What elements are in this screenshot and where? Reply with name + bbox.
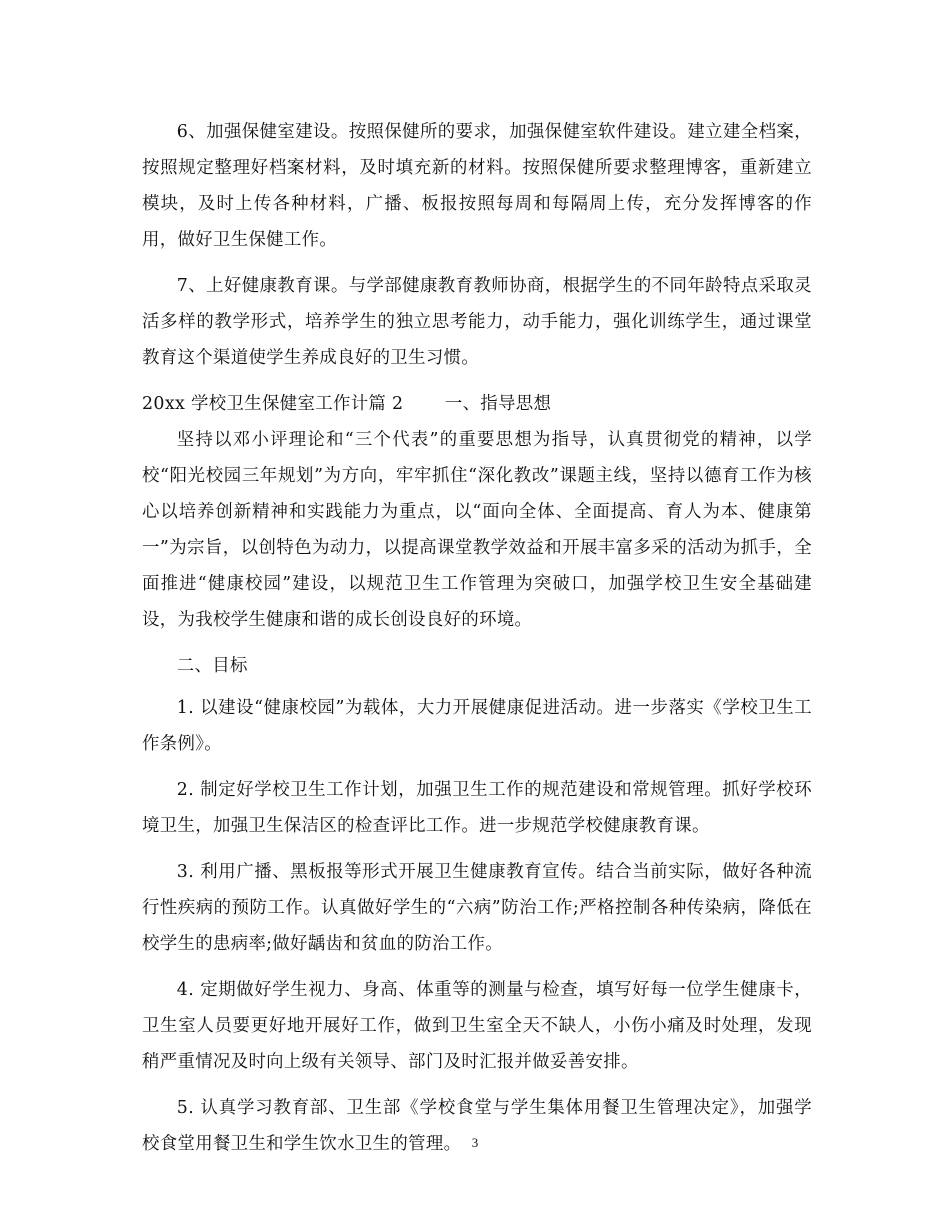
goal-item-3: 3. 利用广播、黑板报等形式开展卫生健康教育宣传。结合当前实际，做好各种流行性疾病的预防工作。认真做好学生的“六病”防治工作;严格控制各种传染病，降低在校学生的患病率;做好龋齿和贫血的防治工作。 (142, 862, 812, 954)
paragraph-item-7: 7、上好健康教育课。与学部健康教育教师协商，根据学生的不同年龄特点采取灵活多样的教学形式，培养学生的独立思考能力，动手能力，强化训练学生，通过课堂教育这个渠道使学生养成良好的卫生习惯。 (142, 276, 812, 368)
section-heading-goals: 二、目标 (176, 656, 248, 676)
paragraph-item-6: 6、加强保健室建设。按照保健所的要求，加强保健室软件建设。建立建全档案，按照规定整理好档案材料，及时填充新的材料。按照保健所要求整理博客，重新建立模块，及时上传各种材料，广播、板报按照每周和每隔周上传，充分发挥博客的作用，做好卫生保健工作。 (142, 122, 812, 250)
goal-item-4: 4. 定期做好学生视力、身高、体重等的测量与检查，填写好每一位学生健康卡，卫生室人员要更好地开展好工作，做到卫生室全天不缺人，小伤小痛及时处理，发现稍严重情况及时向上级有关领导、部门及时汇报并做妥善安排。 (142, 980, 812, 1072)
goal-item-2: 2. 制定好学校卫生工作计划，加强卫生工作的规范建设和常规管理。抓好学校环境卫生，加强卫生保洁区的检查评比工作。进一步规范学校健康教育课。 (142, 780, 812, 836)
goal-item-1: 1. 以建设“健康校园”为载体，大力开展健康促进活动。进一步落实《学校卫生工作条例》。 (142, 698, 812, 754)
document-body (142, 114, 812, 1172)
paragraph-guiding-thought: 坚持以邓小评理论和“三个代表”的重要思想为指导，认真贯彻党的精神，以学校“阳光校园三年规划”为方向，牢牢抓住“深化教改”课题主线，坚持以德育工作为核心以培养创新精神和实践能力为重点，以“面向全体、全面提高、育人为本、健康第一”为宗旨，以创特色为动力，以提高课堂教学效益和开展丰富多采的活动为抓手，全面推进“健康校园”建设，以规范卫生工作管理为突破口，加强学校卫生安全基础建设，为我校学生健康和谐的成长创设良好的环境。 (142, 430, 812, 630)
goal-item-5: 5. 认真学习教育部、卫生部《学校食堂与学生集体用餐卫生管理决定》，加强学校食堂用餐卫生和学生饮水卫生的管理。 (142, 1098, 812, 1154)
page-number: 3 (471, 1135, 479, 1150)
section-heading-plan-2: 20xx 学校卫生保健室工作计篇 2 一、指导思想 (142, 394, 552, 414)
